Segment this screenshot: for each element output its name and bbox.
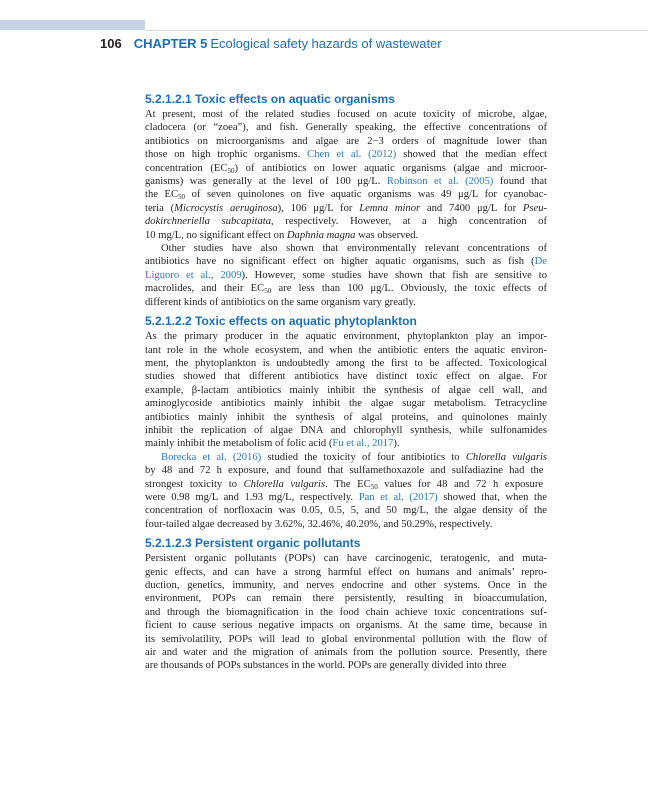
text-line <box>145 592 547 605</box>
text-run: and through the biomagnification in the food chain achieve toxic concentrations suf- <box>145 606 547 618</box>
text-run: ) of antibiotics on lower aquatic organisms (algae and microor- <box>234 162 547 174</box>
text-line <box>145 397 547 410</box>
text-line <box>145 215 547 228</box>
subscript: 50 <box>264 287 272 296</box>
text-line <box>145 370 547 383</box>
header-accent-bar <box>0 20 145 30</box>
text-line <box>145 579 547 592</box>
text-line <box>145 464 547 477</box>
text-line <box>145 659 547 672</box>
text-line <box>145 108 547 121</box>
text-line <box>145 162 547 175</box>
section-toxic-effects-phytoplankton <box>145 314 547 531</box>
italic-text: Pseu- <box>522 202 548 214</box>
text-line <box>145 384 547 397</box>
text-run: example, β-lactam antibiotics mainly inhibit the synthesis of algae cell wall, and <box>145 384 547 396</box>
text-line <box>145 646 547 659</box>
italic-text: Daphnia magna <box>286 229 356 241</box>
text-line <box>145 175 547 188</box>
text-run: genic effects, and can have a strong harmful effect on humans and animals’ repro- <box>145 566 547 578</box>
text-line <box>145 121 547 134</box>
text-run: Persistent organic pollutants (POPs) can have carcinogenic, teratogenic, and muta- <box>145 553 547 565</box>
text-line <box>145 255 547 268</box>
text-run: antibiotics on microorganisms and algae are 2−3 orders of magnitude lower than <box>145 135 547 147</box>
citation-link[interactable]: Chen et al. (2012) <box>307 149 397 161</box>
page-content <box>145 92 547 673</box>
text-run: duction, genetics, immunity, and nerves endocrine and other systems. Once in the <box>145 580 547 591</box>
text-run: different kinds of antibiotics on the same organism vary greatly. <box>145 296 416 308</box>
citation-link[interactable]: Fu et al., 2017 <box>332 438 394 450</box>
paragraph <box>145 242 547 309</box>
text-run: mainly inhibit the metabolism of folic acid ( <box>145 438 333 450</box>
citation-link[interactable]: De <box>534 256 547 268</box>
subscript: 50 <box>227 166 235 175</box>
text-line <box>145 411 547 424</box>
text-run: . The EC <box>325 478 371 490</box>
text-line <box>145 357 547 370</box>
text-line <box>145 344 547 357</box>
text-run: those on high trophic organisms. <box>145 149 308 161</box>
citation-link[interactable]: Liguoro et al., 2009 <box>145 269 242 281</box>
text-run: cladocera (or “zoea”), and fish. Generally speaking, the effective concentrations of <box>145 122 547 134</box>
text-line <box>145 504 547 517</box>
section-heading: 5.2.1.2.1 Toxic effects on aquatic organisms <box>145 92 395 106</box>
text-run: were 0.98 mg/L and 1.93 mg/L, respectively. <box>145 491 359 503</box>
text-run: tant role in the whole ecosystem, and when the antibiotic enters the aquatic environ- <box>145 344 547 356</box>
chapter-label: CHAPTER 5 <box>133 36 208 51</box>
text-run: ). <box>393 438 400 450</box>
text-line <box>145 478 547 491</box>
text-line <box>145 188 547 201</box>
text-line <box>145 242 547 255</box>
text-run: , respectively. However, at a high concentration of <box>271 216 547 228</box>
paragraph <box>145 451 547 531</box>
text-line <box>145 633 547 646</box>
text-line <box>145 296 547 309</box>
text-run: four-tailed algae decreased by 3.62%, 32.46%, 40.20%, and 50.29%, respectively. <box>145 518 493 530</box>
chapter-title: Ecological safety hazards of wastewater <box>210 36 442 51</box>
text-run: antibiotics mainly inhibit the synthesis of algal proteins, and quinolones mainly <box>145 411 547 423</box>
subscript: 50 <box>370 482 378 491</box>
text-line <box>145 566 547 579</box>
section-toxic-effects-aquatic-organisms <box>145 92 547 309</box>
text-run: are less than 100 μg/L. Obviously, the toxic effects of <box>271 283 547 295</box>
page-number: 106 <box>100 36 122 51</box>
text-run: ficient to cause serious negative impacts on organisms. At the same time, because in <box>145 620 547 632</box>
text-run: and 7400 μg/L for <box>420 202 523 214</box>
text-line <box>145 451 547 464</box>
section-persistent-organic-pollutants <box>145 536 547 673</box>
text-run: concentration (EC <box>145 162 228 174</box>
text-run: ), 106 μg/L for <box>277 202 360 214</box>
text-line <box>145 202 547 215</box>
text-line <box>145 491 547 504</box>
subscript: 50 <box>178 193 186 202</box>
text-run: showed that the median effect <box>396 149 547 161</box>
text-line <box>145 619 547 632</box>
text-run: 10 mg/L, no significant effect on <box>145 229 287 241</box>
text-run: As the primary producer in the aquatic environment, phytoplankton play an impor- <box>145 331 547 343</box>
text-run: studies showed that different antibiotics have distinct toxic effect on algae. For <box>145 371 547 383</box>
text-line <box>145 229 547 242</box>
text-line <box>145 552 547 565</box>
text-line <box>145 437 547 450</box>
italic-text: Microcystis aeruginosa <box>174 202 278 214</box>
text-run: ment, the phytoplankton is undoubtedly among the first to be affected. Toxicological <box>145 357 547 369</box>
text-run: are thousands of POPs substances in the world. POPs are generally divided into three <box>145 660 507 672</box>
italic-text: Chlorella vulgaris <box>465 451 548 463</box>
text-run: ). However, some studies have shown that fish are sensitive to <box>241 269 548 281</box>
section-heading: 5.2.1.2.2 Toxic effects on aquatic phytoplankton <box>145 314 417 329</box>
text-run: showed that, when the <box>437 491 547 503</box>
text-run: air and water and the migration of animals from the pollution source. Presently, there <box>145 647 547 659</box>
text-line <box>145 135 547 148</box>
section-heading: 5.2.1.2.3 Persistent organic pollutants <box>145 536 361 551</box>
text-run: Other studies have also shown that environmentally relevant concentrations of <box>161 243 547 255</box>
text-run: studied the toxicity of four antibiotics to <box>261 451 466 463</box>
text-run: inhibit the replication of algae DNA and chlorophyll synthesis, while sulfonamides <box>145 424 547 436</box>
text-run: At present, most of the related studies focused on acute toxicity of microbe, algae, <box>145 109 547 120</box>
text-run: teria ( <box>145 202 175 214</box>
text-line <box>145 518 547 531</box>
text-line <box>145 330 547 343</box>
paragraph <box>145 108 547 242</box>
text-run: strongest toxicity to <box>145 478 244 490</box>
citation-link[interactable]: Pan et al. (2017) <box>358 491 438 503</box>
text-run: values for 48 and 72 h exposure <box>377 478 544 490</box>
text-line <box>145 269 547 282</box>
text-run: ganisms) was generally at the level of 100 μg/L. <box>145 176 387 188</box>
text-run: of seven quinolones on five aquatic organisms was 49 μg/L for cyanobac- <box>185 189 547 201</box>
text-run: by 48 and 72 h exposure, and found that sulfamethoxazole and sulfadiazine had the <box>145 465 544 477</box>
text-run: antibiotics have no significant effect on higher aquatic organisms, such as fish ( <box>145 256 535 268</box>
paragraph <box>145 330 547 451</box>
header-rule <box>145 30 648 31</box>
text-run: environment, POPs can remain there persistently, resulting in bioaccumulation, <box>145 593 547 605</box>
text-run: was observed. <box>355 229 419 241</box>
text-run: macrolides, and their EC <box>145 283 265 295</box>
italic-text: dokirchneriella subcapitata <box>145 216 271 228</box>
text-line <box>145 148 547 161</box>
text-run: the EC <box>145 189 179 201</box>
paragraph <box>145 552 547 673</box>
running-header <box>100 36 442 52</box>
italic-text: Chlorella vulgaris <box>243 478 326 490</box>
text-line <box>145 424 547 437</box>
text-line <box>145 606 547 619</box>
text-line <box>145 282 547 295</box>
citation-link[interactable]: Robinson et al. (2005) <box>386 176 494 188</box>
citation-link[interactable]: Borecka et al. (2016) <box>161 451 262 463</box>
italic-text: Lemna minor <box>359 202 421 214</box>
text-run: its semivolatility, POPs will lead to global environmental pollution with the flow of <box>145 633 547 645</box>
text-run: concentration of norfloxacin was 0.05, 0.5, 5, and 50 mg/L, the algae density of the <box>145 505 547 517</box>
text-run: found that <box>493 176 548 188</box>
text-run: aminoglycoside antibiotics mainly inhibit the algae sugar metabolism. Tetracycline <box>145 398 547 410</box>
